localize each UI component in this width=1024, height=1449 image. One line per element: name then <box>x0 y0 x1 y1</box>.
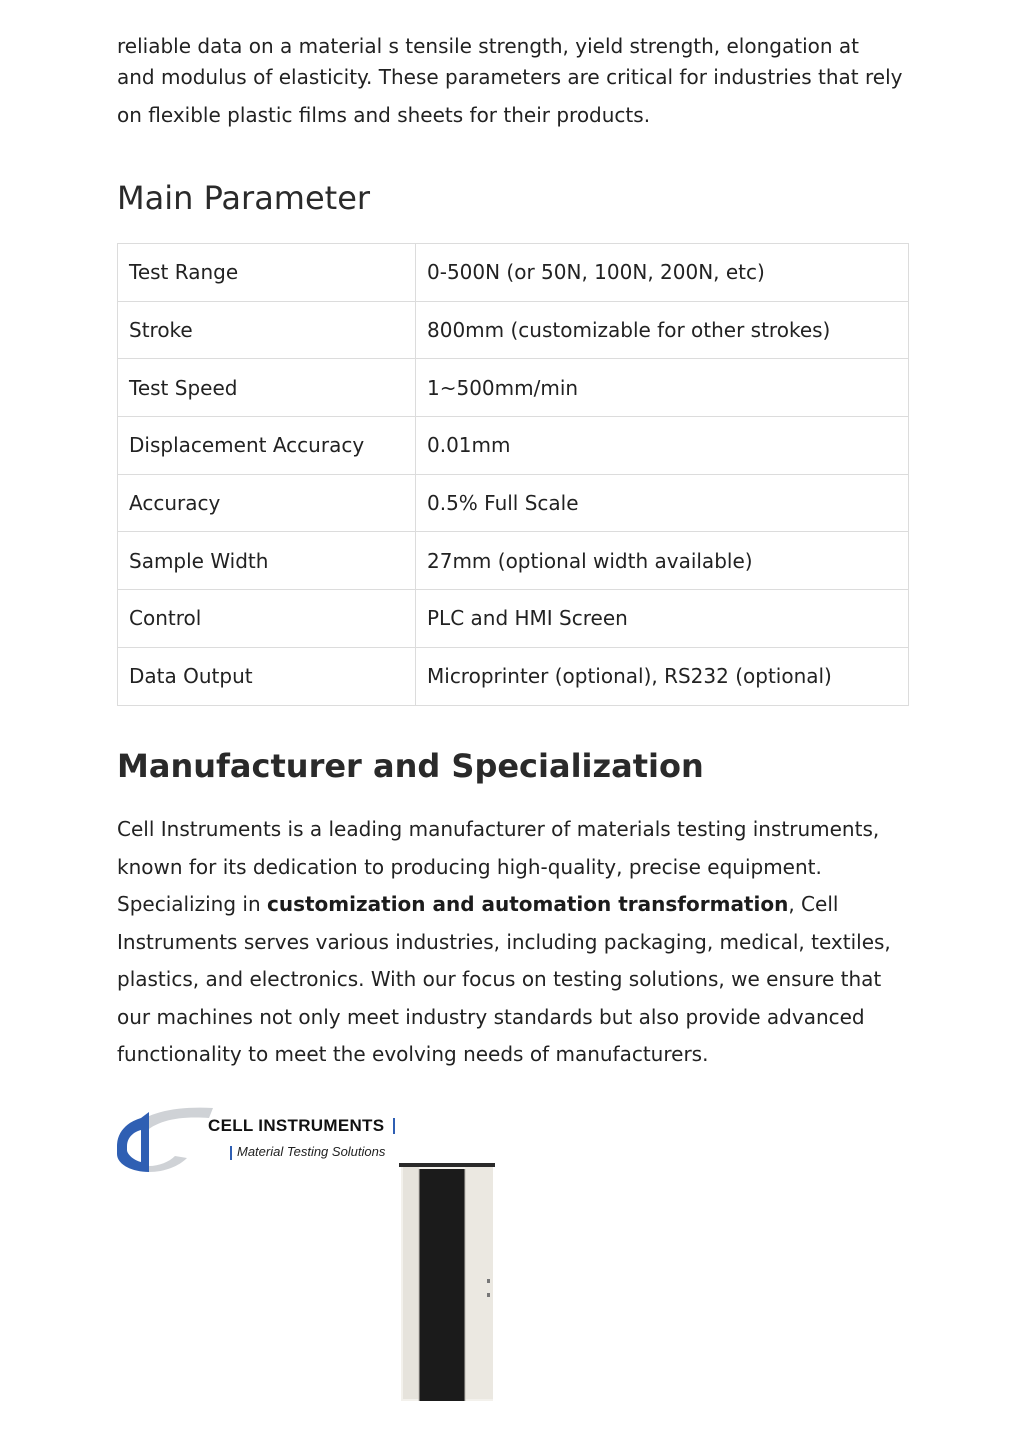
parameter-label: Test Range <box>118 244 416 302</box>
manufacturer-text-after: , Cell Instruments serves various industries, including packaging, medical, textiles, plastics, and electronics. With our focus on testing solutions, we ensure that our machines not only meet industry standards but also provide advanced functionality to meet the evolving needs of manufacturers. <box>117 892 891 1066</box>
parameter-value: 1~500mm/min <box>416 359 909 417</box>
table-row <box>118 474 909 532</box>
parameter-label: Accuracy <box>118 474 416 532</box>
table-row <box>118 244 909 302</box>
logo-brand-name: CELL INSTRUMENTS <box>208 1116 385 1135</box>
manufacturer-bold-text: customization and automation transformation <box>267 892 789 916</box>
manufacturer-paragraph <box>117 811 909 1074</box>
parameter-label: Stroke <box>118 301 416 359</box>
logo-divider <box>393 1118 395 1134</box>
parameter-value: 0-500N (or 50N, 100N, 200N, etc) <box>416 244 909 302</box>
table-row <box>118 301 909 359</box>
logo-tagline: Material Testing Solutions <box>237 1144 386 1159</box>
manufacturer-text-before: Cell Instruments is a leading manufacturer of materials testing instruments, known for its dedication to producing high-quality, precise equipment. Specializing in <box>117 817 880 916</box>
parameter-label: Sample Width <box>118 532 416 590</box>
table-row <box>118 647 909 705</box>
manufacturer-heading: Manufacturer and Specialization <box>117 747 704 785</box>
tensile-tester-image <box>399 1163 499 1403</box>
table-row <box>118 590 909 648</box>
logo-tagline-divider <box>230 1146 232 1160</box>
parameter-value: 0.5% Full Scale <box>416 474 909 532</box>
parameter-label: Displacement Accuracy <box>118 417 416 475</box>
parameter-value: PLC and HMI Screen <box>416 590 909 648</box>
parameter-value: 800mm (customizable for other strokes) <box>416 301 909 359</box>
intro-paragraph <box>117 34 909 134</box>
intro-line-1: reliable data on a material s tensile strength, yield strength, elongation at <box>117 34 859 58</box>
intro-line-rest: and modulus of elasticity. These parameters are critical for industries that rely on flexible plastic films and sheets for their products. <box>117 65 903 127</box>
table-row <box>118 359 909 417</box>
parameter-label: Data Output <box>118 647 416 705</box>
parameter-value: 27mm (optional width available) <box>416 532 909 590</box>
parameter-label: Control <box>118 590 416 648</box>
table-row <box>118 532 909 590</box>
parameter-value: Microprinter (optional), RS232 (optional) <box>416 647 909 705</box>
logo-mark-icon <box>117 1104 217 1176</box>
tensile-tester-machine-icon <box>399 1163 499 1403</box>
main-parameter-heading: Main Parameter <box>117 179 371 217</box>
parameter-table <box>117 243 909 706</box>
table-row <box>118 417 909 475</box>
parameter-label: Test Speed <box>118 359 416 417</box>
parameter-value: 0.01mm <box>416 417 909 475</box>
cell-instruments-logo <box>117 1104 407 1176</box>
